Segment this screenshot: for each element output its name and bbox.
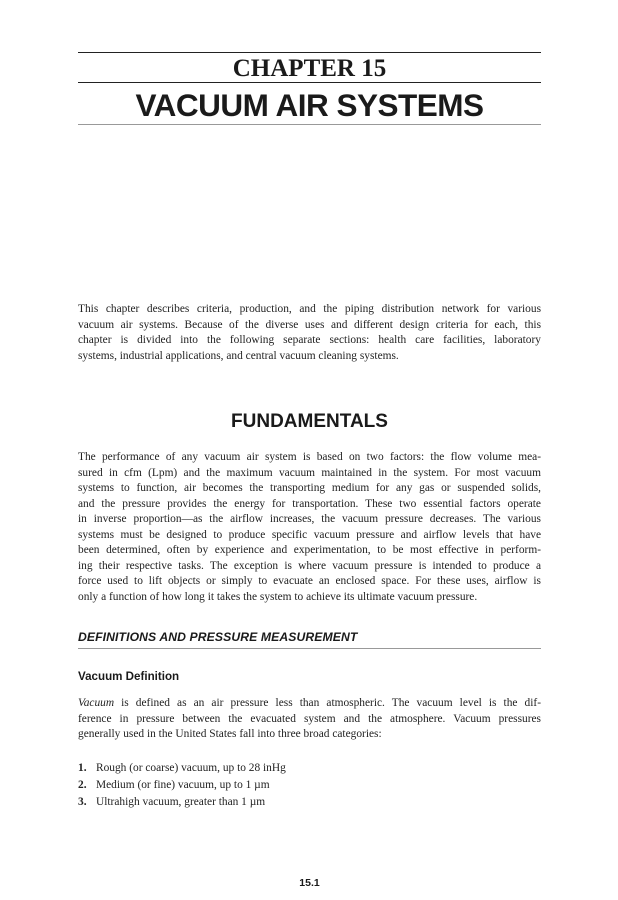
list-item — [78, 777, 286, 794]
fundamentals-line: only a function of how long it takes the system to achieve its ultimate vacuum pressure. — [78, 590, 478, 603]
list-item-number: 1. — [78, 762, 87, 774]
list-item — [78, 760, 286, 777]
vacuum-categories-list — [78, 760, 286, 811]
fundamentals-line: in inverse proportion—as the airflow increases, the vacuum pressure decreases. The various — [78, 513, 541, 525]
intro-line: This chapter describes criteria, production, and the piping distribution network for various — [78, 303, 541, 315]
definition-line — [78, 696, 541, 712]
definition-line: generally used in the United States fall into three broad categories: — [78, 728, 382, 740]
fundamentals-line: systems to function, air becomes the transporting medium for any gas or suspended solids, — [78, 482, 541, 494]
list-item-text: Medium (or fine) vacuum, up to 1 µm — [96, 779, 270, 791]
vacuum-definition-subheading: Vacuum Definition — [78, 670, 180, 683]
page-number: 15.1 — [299, 877, 320, 889]
list-item-text: Rough (or coarse) vacuum, up to 28 inHg — [96, 762, 286, 774]
definition-term: Vacuum — [78, 697, 115, 709]
fundamentals-line: systems must be designed to produce specific vacuum pressure and airflow levels that have — [78, 528, 541, 541]
list-item-text: Ultrahigh vacuum, greater than 1 µm — [96, 796, 266, 808]
intro-line: chapter is divided into the following separate sections: health care facilities, laboratory — [78, 334, 541, 346]
intro-paragraph — [78, 302, 541, 364]
list-item-number: 3. — [78, 796, 87, 808]
intro-line: systems, industrial applications, and central vacuum cleaning systems. — [78, 349, 399, 362]
list-item-number: 2. — [78, 779, 87, 791]
chapter-title: VACUUM AIR SYSTEMS — [135, 87, 484, 123]
chapter-number: CHAPTER 15 — [232, 55, 387, 82]
fundamentals-line: sured in cfm (Lpm) and the maximum vacuum maintained in the system. For most vacuum — [78, 466, 541, 479]
fundamentals-paragraph — [78, 450, 541, 605]
definition-line-rest: is defined as an air pressure less than atmospheric. The vacuum level is the dif- — [114, 697, 541, 709]
fundamentals-heading: FUNDAMENTALS — [231, 411, 388, 432]
fundamentals-line: been determined, often by experience and experimentation, to be most effective in perform- — [78, 544, 541, 556]
definition-paragraph — [78, 696, 541, 743]
section-rule — [78, 648, 541, 649]
fundamentals-line: ing their respective tasks. The exception is where vacuum pressure is intended to produce a — [78, 559, 541, 572]
title-rule — [78, 124, 541, 125]
fundamentals-line: The performance of any vacuum air system is based on two factors: the flow volume mea- — [78, 451, 541, 463]
definition-line: ference in pressure between the evacuated system and the atmosphere. Vacuum pressures — [78, 712, 541, 725]
chapter-rule — [78, 82, 541, 83]
fundamentals-line: and the pressure provides the energy for transportation. These two essential factors operate — [78, 497, 541, 510]
fundamentals-line: force used to lift objects or simply to evacuate an enclosed space. For these uses, airflow is — [78, 575, 541, 587]
top-rule — [78, 52, 541, 53]
definitions-heading: DEFINITIONS AND PRESSURE MEASUREMENT — [78, 630, 358, 644]
list-item — [78, 794, 286, 811]
intro-line: vacuum air systems. Because of the diverse uses and different design criteria for each, this — [78, 318, 541, 331]
